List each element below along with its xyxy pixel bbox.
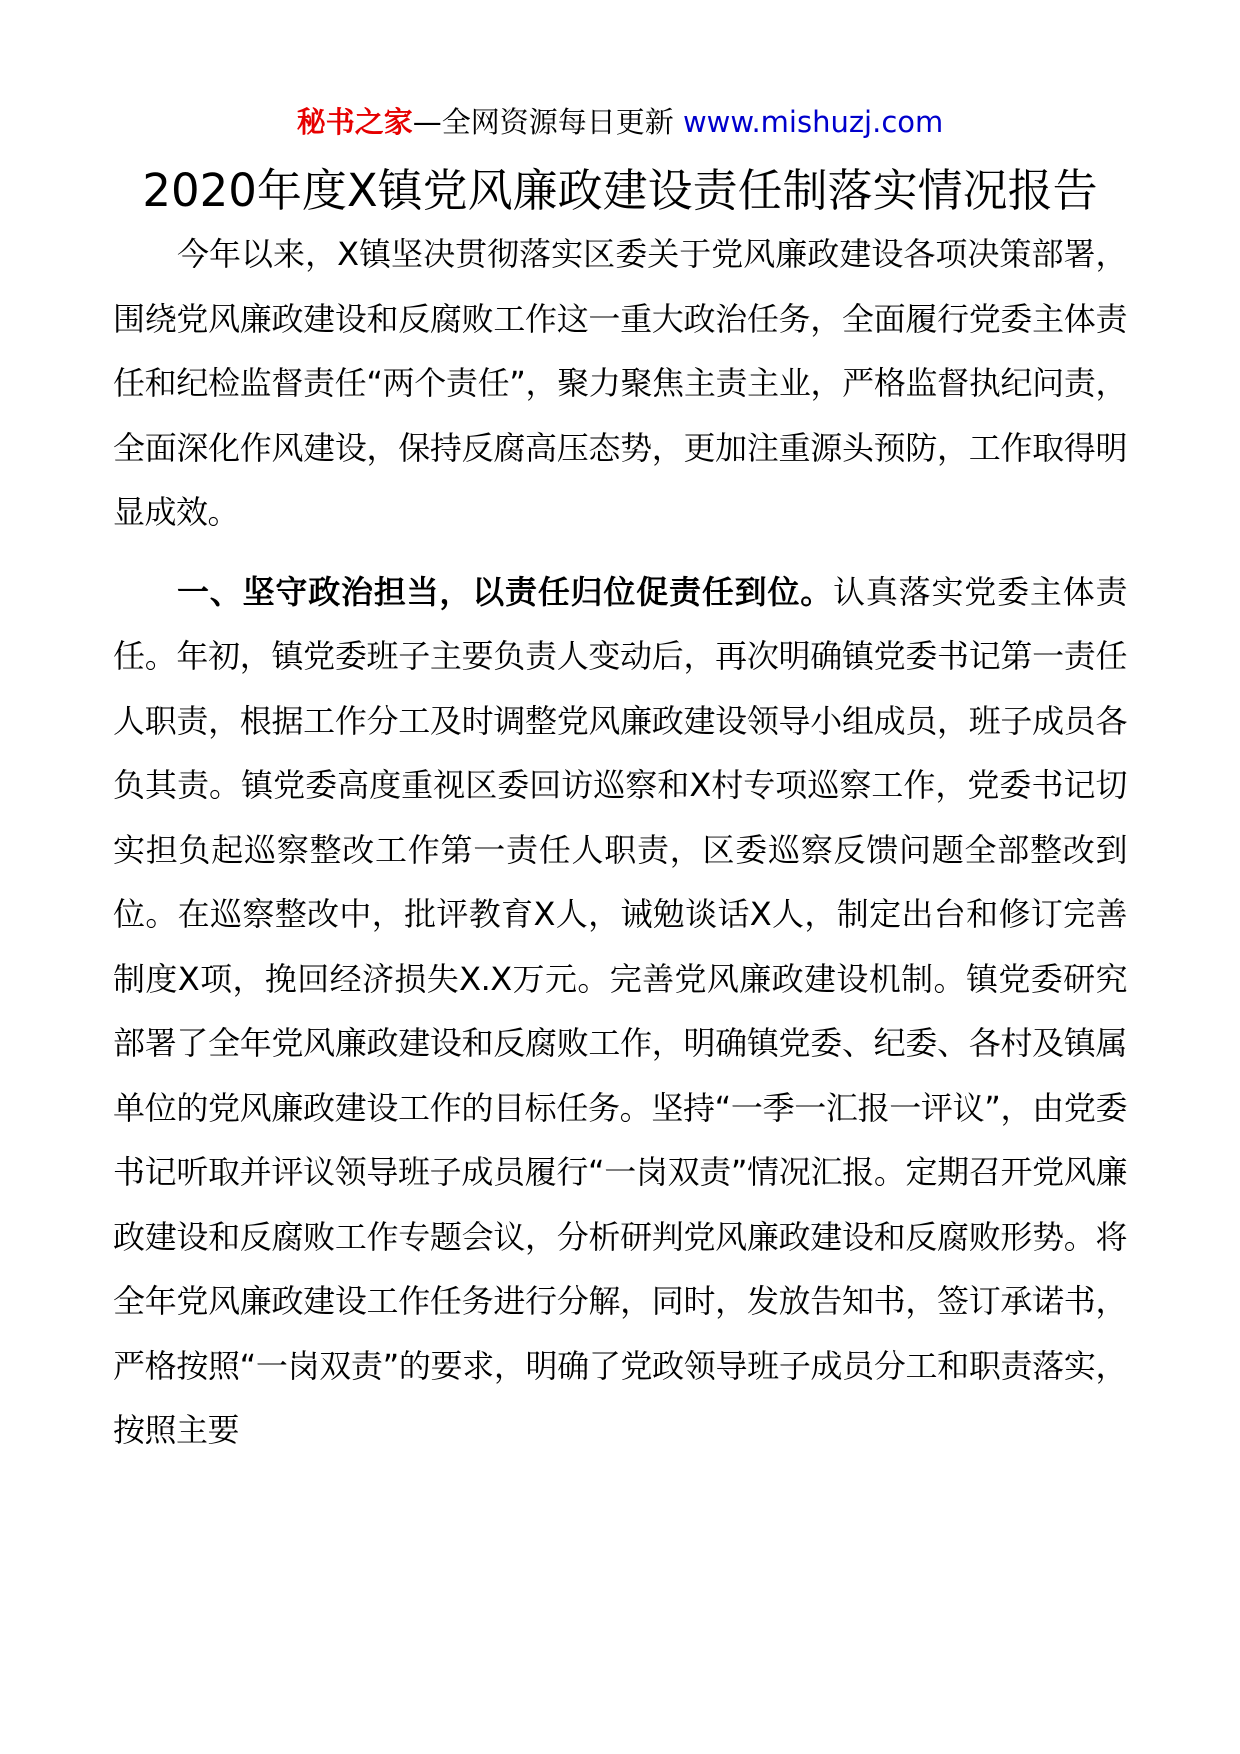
paragraph-section-1 [113, 560, 1127, 1463]
paragraph-text: 今年以来，X镇坚决贯彻落实区委关于党风廉政建设各项决策部署，围绕党风廉政建设和反腐败工作这一重大政治任务，全面履行党委主体责任和纪检监督责任“两个责任”，聚力聚焦主责主业，严格监督执纪问责，全面深化作风建设，保持反腐高压态势，更加注重源头预防，工作取得明显成效。 [113, 235, 1127, 531]
document-body [113, 222, 1127, 1463]
header-tagline: —全网资源每日更新 [412, 105, 674, 139]
paragraph-text: 认真落实党委主体责任。年初，镇党委班子主要负责人变动后，再次明确镇党委书记第一责任人职责，根据工作分工及时调整党风廉政建设领导小组成员，班子成员各负其责。镇党委高度重视区委回访巡察和X村专项巡察工作，党委书记切实担负起巡察整改工作第一责任人职责，区委巡察反馈问题全部整改到位。在巡察整改中，批评教育X人，诫勉谈话X人，制定出台和修订完善制度X项，挽回经济损失X.X万元。完善党风廉政建设机制。镇党委研究部署了全年党风廉政建设和反腐败工作，明确镇党委、纪委、各村及镇属单位的党风廉政建设工作的目标任务。坚持“一季一汇报一评议”，由党委书记听取并评议领导班子成员履行“一岗双责”情况汇报。定期召开党风廉政建设和反腐败工作专题会议，分析研判党风廉政建设和反腐败形势。将全年党风廉政建设工作任务进行分解，同时，发放告知书，签订承诺书，严格按照“一岗双责”的要求，明确了党政领导班子成员分工和职责落实，按照主要 [113, 572, 1127, 1449]
section-heading: 一、坚守政治担当，以责任归位促责任到位。 [177, 572, 834, 611]
paragraph-intro [113, 222, 1127, 545]
site-url-link[interactable]: www.mishuzj.com [682, 105, 944, 139]
document-title: 2020年度X镇党风廉政建设责任制落实情况报告 [142, 164, 1098, 217]
site-header [0, 100, 1240, 144]
brand-name: 秘书之家 [296, 105, 413, 139]
